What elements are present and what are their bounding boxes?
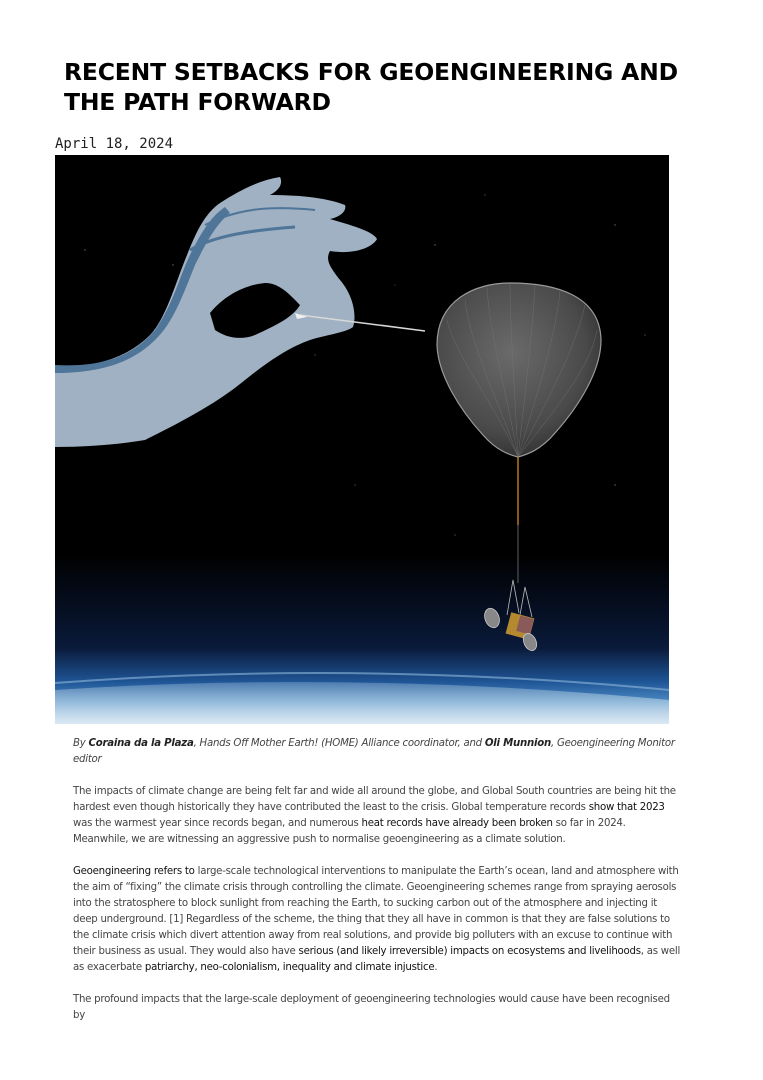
link-serious-impacts[interactable]: serious (and likely irreversible) impacts on ecosystems and livelihoods bbox=[298, 946, 641, 957]
text: was the warmest year since records began, and numerous bbox=[73, 818, 362, 829]
text: large-scale technological interventions to manipulate the Earth’s ocean, land and atmosphere with the aim of “fixing” the climate crisis through controlling the climate. Geoengineering schemes range from spraying aerosols into the stratosphere to block sunlight from reaching the Earth, to sucking carbon out of the atmosphere and injecting it deep underground. [1] Regardless of the scheme, the thing that they all have in common is that they are false solutions to the climate crisis which divert attention away from real solutions, and provide big polluters with an excuse to continue with their business as usual. They would also have bbox=[73, 866, 679, 957]
byline bbox=[73, 736, 683, 768]
paragraph-1 bbox=[73, 784, 683, 848]
publish-date: April 18, 2024 bbox=[55, 136, 174, 152]
author-2[interactable]: Oli Munnion bbox=[484, 738, 551, 749]
text: The profound impacts that the large-scale deployment of geoengineering technologies would cause have been recognised by bbox=[73, 994, 670, 1021]
byline-prefix: By bbox=[73, 738, 89, 749]
article-body bbox=[73, 736, 683, 1040]
author-2-role: , Geoengineering Monitor editor bbox=[73, 738, 675, 765]
text: , as well as exacerbate bbox=[73, 946, 681, 973]
paragraph-3 bbox=[73, 992, 683, 1024]
link-patriarchy-neo-colonialism[interactable]: patriarchy, neo-colonialism, inequality and climate injustice bbox=[144, 962, 435, 973]
article-title: RECENT SETBACKS FOR GEOENGINEERING AND THE PATH FORWARD bbox=[64, 58, 678, 116]
hero-illustration-icon bbox=[55, 155, 669, 724]
text: The impacts of climate change are being felt far and wide all around the globe, and Global South countries are being hit the hardest even though historically they have contributed the least to the crisis. Global temperature records bbox=[73, 786, 676, 813]
text: . bbox=[434, 962, 438, 973]
text: so far in 2024. Meanwhile, we are witnessing an aggressive push to normalise geoengineering as a climate solution. bbox=[73, 818, 626, 845]
paragraph-2 bbox=[73, 864, 683, 976]
author-1-role: , Hands Off Mother Earth! (HOME) Alliance coordinator, and bbox=[193, 738, 485, 749]
hero-image bbox=[55, 155, 669, 724]
link-geoengineering-refers-to[interactable]: Geoengineering refers to bbox=[73, 866, 195, 877]
author-1[interactable]: Coraina da la Plaza bbox=[88, 738, 194, 749]
link-heat-records[interactable]: heat records have already been broken bbox=[361, 818, 553, 829]
link-show-that-2023[interactable]: show that 2023 bbox=[588, 802, 665, 813]
